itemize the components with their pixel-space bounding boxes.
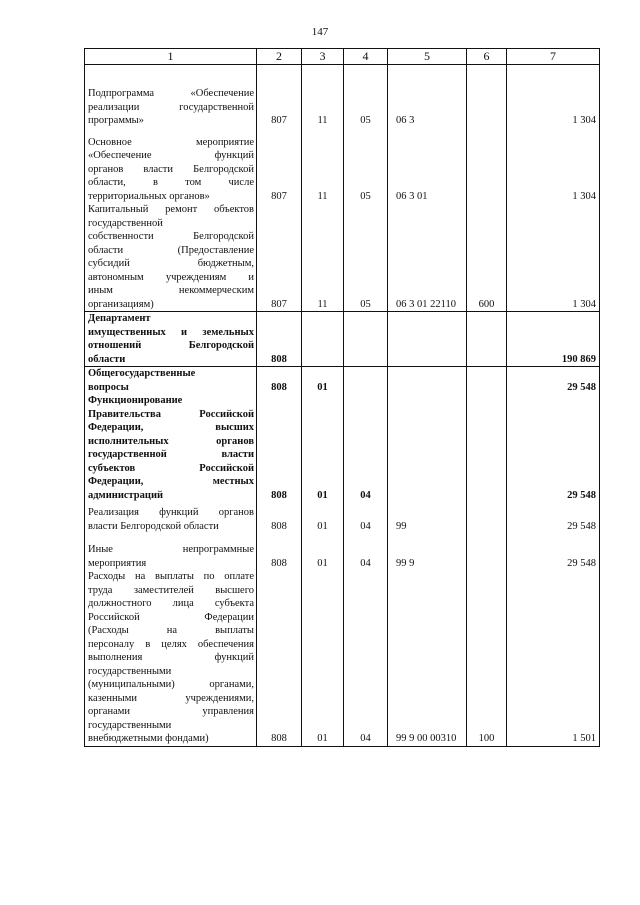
row-col4-cell: 04 xyxy=(344,570,388,746)
row-name-line: реализации государственной xyxy=(88,101,254,113)
table-row xyxy=(85,502,600,533)
row-col2-cell: 808 xyxy=(257,502,302,533)
row-name-line: Российской Федерации xyxy=(88,611,254,623)
row-col2-cell: 808 xyxy=(257,312,302,367)
row-name-cell xyxy=(85,394,257,502)
table-header-row xyxy=(85,49,600,65)
row-name-line: Иные непрограммные xyxy=(88,544,254,555)
row-col4-cell xyxy=(344,367,388,395)
row-col2-cell: 808 xyxy=(257,570,302,746)
row-col3-cell: 01 xyxy=(302,570,344,746)
row-col5-cell xyxy=(388,367,467,395)
row-name-line: Функционирование xyxy=(88,395,183,406)
row-col4-cell: 05 xyxy=(344,203,388,312)
column-header-4: 4 xyxy=(344,49,388,65)
row-name-line: иным некоммерческим xyxy=(88,285,254,296)
row-col4-cell xyxy=(344,312,388,367)
column-header-1: 1 xyxy=(85,49,257,65)
row-col7-cell: 1 304 xyxy=(507,65,600,128)
table-row xyxy=(85,570,600,746)
page-number: 147 xyxy=(311,26,329,38)
budget-table-container xyxy=(84,48,599,747)
row-name-line: власти Белгородской области xyxy=(88,520,219,532)
table-row xyxy=(85,367,600,395)
row-col3-cell: 11 xyxy=(302,203,344,312)
row-name-line: государственной xyxy=(88,217,163,229)
row-col2-cell: 808 xyxy=(257,533,302,570)
row-col5-cell: 06 3 01 xyxy=(388,128,467,204)
row-col3-cell: 11 xyxy=(302,65,344,128)
row-col7-cell: 1 304 xyxy=(507,128,600,204)
row-name-line: вопросы xyxy=(88,381,129,393)
row-name-line: персоналу в целях обеспечения xyxy=(88,638,254,650)
row-name-cell xyxy=(85,367,257,395)
row-name-line: органами управления xyxy=(88,706,254,717)
row-name-line: Подпрограмма «Обеспечение xyxy=(88,88,254,99)
row-name-line: отношений Белгородской xyxy=(88,340,254,351)
row-name-line: Расходы на выплаты по оплате xyxy=(88,571,254,582)
column-header-6: 6 xyxy=(467,49,507,65)
row-name-line: внебюджетными фондами) xyxy=(88,733,209,744)
row-col4-cell: 04 xyxy=(344,394,388,502)
table-body xyxy=(85,65,600,747)
row-col6-cell: 100 xyxy=(467,570,507,746)
table-row xyxy=(85,128,600,204)
row-col3-cell: 01 xyxy=(302,502,344,533)
row-name-line: области xyxy=(88,353,126,365)
row-name-line: организациям) xyxy=(88,298,154,310)
table-row xyxy=(85,394,600,502)
column-header-2: 2 xyxy=(257,49,302,65)
row-name-line: субсидий бюджетным, xyxy=(88,258,254,269)
table-row xyxy=(85,65,600,128)
row-name-line: автономным учреждениям и xyxy=(88,271,254,283)
row-col4-cell: 05 xyxy=(344,65,388,128)
row-col7-cell: 29 548 xyxy=(507,533,600,570)
row-col6-cell xyxy=(467,312,507,367)
row-name-line: «Обеспечение функций xyxy=(88,150,254,161)
row-col5-cell: 06 3 01 22110 xyxy=(388,203,467,312)
row-col7-cell: 29 548 xyxy=(507,394,600,502)
row-name-cell xyxy=(85,203,257,312)
column-header-3: 3 xyxy=(302,49,344,65)
row-col2-cell: 808 xyxy=(257,367,302,395)
row-name-line: должностного лица субъекта xyxy=(88,598,254,609)
row-name-cell xyxy=(85,570,257,746)
row-name-line: администраций xyxy=(88,489,164,501)
row-name-line: субъектов Российской xyxy=(88,462,254,474)
row-col6-cell xyxy=(467,128,507,204)
row-name-line: (Расходы на выплаты xyxy=(88,625,254,636)
row-name-line: мероприятия xyxy=(88,557,147,569)
row-col5-cell: 06 3 xyxy=(388,65,467,128)
row-name-line: государственной власти xyxy=(88,449,254,460)
row-name-line: имущественных и земельных xyxy=(88,326,254,338)
row-name-line: государственными xyxy=(88,719,172,731)
row-col2-cell: 807 xyxy=(257,65,302,128)
row-name-line: территориальных органов» xyxy=(88,190,210,202)
row-name-line: Департамент xyxy=(88,313,151,324)
table-row xyxy=(85,312,600,367)
row-col7-cell: 29 548 xyxy=(507,502,600,533)
row-col6-cell xyxy=(467,394,507,502)
row-col3-cell: 01 xyxy=(302,394,344,502)
row-col2-cell: 807 xyxy=(257,128,302,204)
row-name-line: Капитальный ремонт объектов xyxy=(88,204,254,215)
row-col2-cell: 807 xyxy=(257,203,302,312)
row-name-line: Общегосударственные xyxy=(88,368,196,379)
row-name-cell xyxy=(85,533,257,570)
row-col7-cell: 190 869 xyxy=(507,312,600,367)
row-col3-cell: 11 xyxy=(302,128,344,204)
column-header-7: 7 xyxy=(507,49,600,65)
row-col2-cell: 808 xyxy=(257,394,302,502)
row-col7-cell: 1 304 xyxy=(507,203,600,312)
row-name-line: выполнения функций xyxy=(88,652,254,663)
row-col7-cell: 29 548 xyxy=(507,367,600,395)
row-name-line: органов власти Белгородской xyxy=(88,163,254,175)
row-name-cell xyxy=(85,128,257,204)
row-name-cell xyxy=(85,65,257,128)
row-col5-cell: 99 9 00 00310 xyxy=(388,570,467,746)
row-name-line: Реализация функций органов xyxy=(88,507,254,518)
table-row xyxy=(85,533,600,570)
budget-table xyxy=(84,48,600,747)
row-name-line: области (Предоставление xyxy=(88,244,254,256)
row-col3-cell: 01 xyxy=(302,533,344,570)
row-col6-cell xyxy=(467,367,507,395)
row-name-line: казенными учреждениями, xyxy=(88,692,254,704)
row-col5-cell xyxy=(388,394,467,502)
row-col6-cell: 600 xyxy=(467,203,507,312)
row-name-line: исполнительных органов xyxy=(88,435,254,447)
row-name-line: собственности Белгородской xyxy=(88,231,254,242)
row-col5-cell: 99 9 xyxy=(388,533,467,570)
row-col5-cell xyxy=(388,312,467,367)
column-header-5: 5 xyxy=(388,49,467,65)
row-col6-cell xyxy=(467,533,507,570)
row-col4-cell: 04 xyxy=(344,533,388,570)
row-col6-cell xyxy=(467,502,507,533)
row-name-line: государственными xyxy=(88,665,172,677)
row-col6-cell xyxy=(467,65,507,128)
row-name-cell xyxy=(85,312,257,367)
row-name-line: программы» xyxy=(88,115,144,126)
row-name-cell xyxy=(85,502,257,533)
row-col7-cell: 1 501 xyxy=(507,570,600,746)
row-col5-cell: 99 xyxy=(388,502,467,533)
row-name-line: труда заместителей высшего xyxy=(88,584,254,596)
row-name-line: Правительства Российской xyxy=(88,408,254,420)
table-row xyxy=(85,203,600,312)
row-col4-cell: 04 xyxy=(344,502,388,533)
row-name-line: области, в том числе xyxy=(88,177,254,188)
row-col3-cell xyxy=(302,312,344,367)
row-name-line: Федерации, высших xyxy=(88,422,254,433)
row-col4-cell: 05 xyxy=(344,128,388,204)
row-col3-cell: 01 xyxy=(302,367,344,395)
row-name-line: Основное мероприятие xyxy=(88,136,254,148)
row-name-line: Федерации, местных xyxy=(88,476,254,487)
row-name-line: (муниципальными) органами, xyxy=(88,679,254,690)
